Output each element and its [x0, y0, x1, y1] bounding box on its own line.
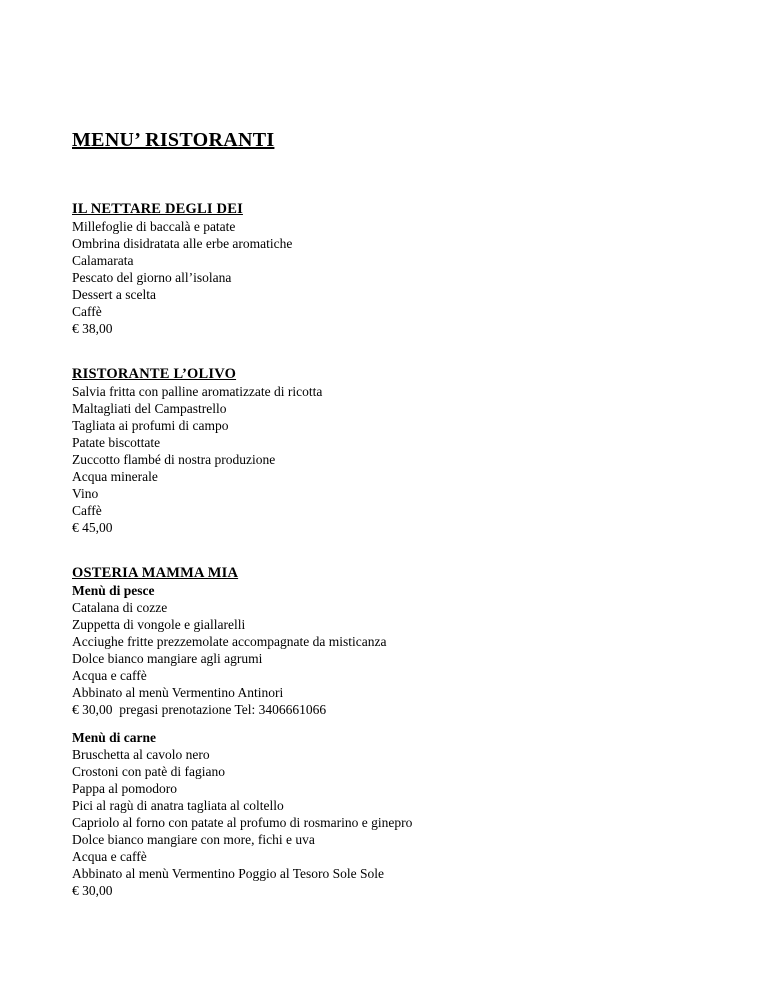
block-lines — [72, 599, 696, 718]
menu-line: Caffè — [72, 304, 102, 319]
section-heading: IL NETTARE DEGLI DEI — [72, 201, 243, 217]
menu-line: Millefoglie di baccalà e patate — [72, 219, 236, 234]
menu-block — [72, 582, 696, 718]
menu-line: Caffè — [72, 503, 102, 518]
menu-line: Dolce bianco mangiare con more, fichi e uva — [72, 832, 315, 847]
menu-line: € 38,00 — [72, 321, 113, 336]
menu-line: Catalana di cozze — [72, 600, 168, 615]
menu-line: Tagliata ai profumi di campo — [72, 418, 229, 433]
section-heading: OSTERIA MAMMA MIA — [72, 565, 239, 581]
menu-line: Vino — [72, 486, 99, 501]
menu-line: Zuccotto flambé di nostra produzione — [72, 452, 276, 467]
menu-line: Pici al ragù di anatra tagliata al coltello — [72, 798, 284, 813]
menu-line: Calamarata — [72, 253, 134, 268]
menu-line: Acqua minerale — [72, 469, 158, 484]
section-heading: RISTORANTE L’OLIVO — [72, 366, 237, 382]
section-blocks — [72, 383, 696, 536]
menu-block — [72, 729, 696, 899]
menu-line: Dessert a scelta — [72, 287, 156, 302]
menu-line: Dolce bianco mangiare agli agrumi — [72, 651, 263, 666]
menu-line: Pappa al pomodoro — [72, 781, 177, 796]
menu-section — [72, 201, 696, 337]
page-title: MENU’ RISTORANTI — [72, 129, 275, 151]
menu-sections — [72, 201, 696, 899]
menu-line: € 30,00 — [72, 883, 113, 898]
menu-line: Acqua e caffè — [72, 668, 147, 683]
menu-line: Bruschetta al cavolo nero — [72, 747, 210, 762]
menu-line: Acqua e caffè — [72, 849, 147, 864]
menu-line: Pescato del giorno all’isolana — [72, 270, 232, 285]
menu-line: Abbinato al menù Vermentino Poggio al Tesoro Sole Sole — [72, 866, 385, 881]
menu-line: Acciughe fritte prezzemolate accompagnate da misticanza — [72, 634, 387, 649]
block-lines — [72, 746, 696, 899]
menu-line: Capriolo al forno con patate al profumo di rosmarino e ginepro — [72, 815, 413, 830]
menu-line: Ombrina disidratata alle erbe aromatiche — [72, 236, 293, 251]
menu-line: € 30,00 pregasi prenotazione Tel: 3406661066 — [72, 702, 327, 717]
menu-subheading: Menù di carne — [72, 730, 156, 745]
block-lines — [72, 383, 696, 536]
menu-line: Salvia fritta con palline aromatizzate di ricotta — [72, 384, 323, 399]
menu-line: Maltagliati del Campastrello — [72, 401, 227, 416]
menu-block — [72, 383, 696, 536]
section-blocks — [72, 582, 696, 899]
menu-line: Zuppetta di vongole e giallarelli — [72, 617, 246, 632]
menu-line: € 45,00 — [72, 520, 113, 535]
menu-line: Abbinato al menù Vermentino Antinori — [72, 685, 284, 700]
menu-line: Patate biscottate — [72, 435, 161, 450]
menu-line: Crostoni con patè di fagiano — [72, 764, 225, 779]
section-blocks — [72, 218, 696, 337]
block-lines — [72, 218, 696, 337]
menu-subheading: Menù di pesce — [72, 583, 155, 598]
menu-section — [72, 565, 696, 899]
menu-section — [72, 366, 696, 536]
menu-block — [72, 218, 696, 337]
